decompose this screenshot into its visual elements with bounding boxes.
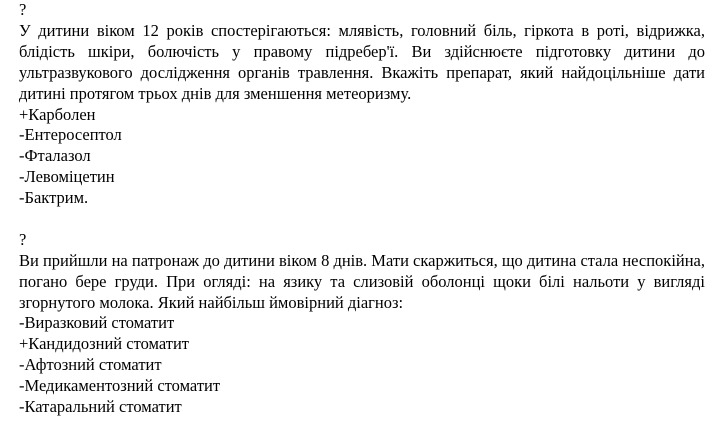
answer-option: -Медикаментозний стоматит bbox=[19, 376, 221, 396]
answer-option: -Афтозний стоматит bbox=[19, 355, 162, 375]
answer-option: -Виразковий стоматит bbox=[19, 313, 175, 333]
blank-line bbox=[19, 209, 705, 230]
question-block bbox=[19, 230, 705, 418]
answer-option: +Карболен bbox=[19, 104, 96, 124]
document-page bbox=[19, 0, 705, 418]
answer-option: -Фталазол bbox=[19, 146, 91, 166]
answer-option: +Кандидозний стоматит bbox=[19, 334, 189, 354]
answer-option: -Ентеросептол bbox=[19, 125, 122, 145]
question-marker: ? bbox=[19, 229, 27, 249]
question-text: Ви прийшли на патронаж до дитини віком 8 днів. Мати скаржиться, що дитина стала неспокійна, погано бере груди. При огляді: на язику та слизовій оболонці щоки білі нальоти у вигляді згорнутого молока. Який найбільш ймовірний діагноз: bbox=[19, 250, 706, 312]
answer-option: -Бактрим. bbox=[19, 188, 89, 208]
question-text: У дитини віком 12 років спостерігаються: млявість, головний біль, гіркота в роті, відрижка, блідість шкіри, болючість у правому підребер'ї. Ви здійснюєте підготовку дитини до ультразвукового дослідження органів травлення. Вкажіть препарат, який найдоцільніше дати дитині протягом трьох днів для зменшення метеоризму. bbox=[19, 20, 705, 103]
question-marker: ? bbox=[19, 0, 27, 19]
answer-option: -Левоміцетин bbox=[19, 167, 115, 187]
answer-option: -Катаральний стоматит bbox=[19, 397, 182, 417]
question-block bbox=[19, 0, 705, 209]
